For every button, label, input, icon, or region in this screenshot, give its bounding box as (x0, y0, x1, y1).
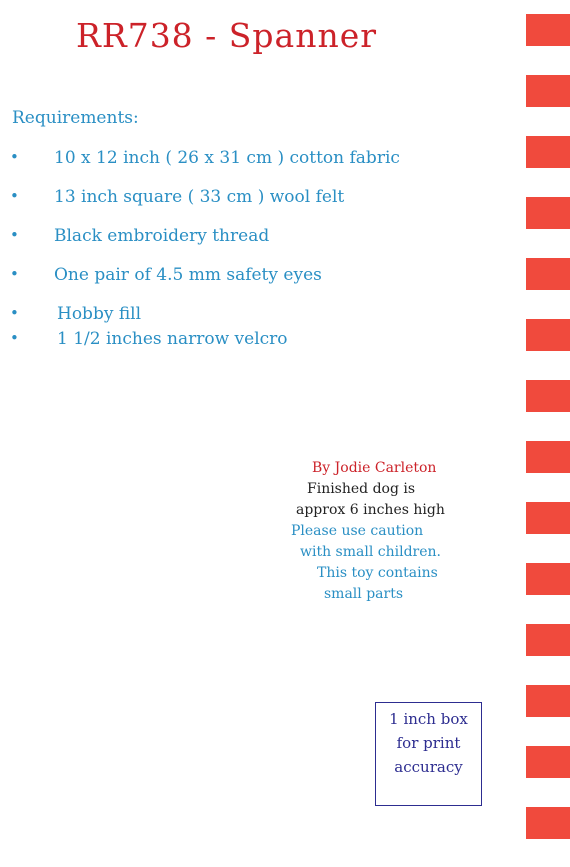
requirement-text: 13 inch square ( 33 cm ) wool felt (54, 187, 345, 207)
caution-note: small parts (324, 586, 404, 602)
stripe (526, 502, 570, 534)
caution-note: This toy contains (317, 565, 438, 581)
requirement-text: Black embroidery thread (54, 226, 270, 246)
caution-note: Please use caution (291, 523, 424, 539)
decorative-stripes (526, 0, 570, 867)
bullet-icon: • (10, 329, 19, 347)
bullet-icon: • (10, 304, 19, 322)
stripe (526, 624, 570, 656)
stripe (526, 563, 570, 595)
stripe (526, 380, 570, 412)
requirement-text: One pair of 4.5 mm safety eyes (54, 265, 322, 285)
requirement-text: Hobby fill (57, 304, 142, 324)
caution-note: with small children. (300, 544, 441, 560)
bullet-icon: • (10, 226, 19, 244)
stripe (526, 319, 570, 351)
stripe (526, 197, 570, 229)
finished-size-note: Finished dog is (307, 481, 416, 497)
requirement-text: 10 x 12 inch ( 26 x 31 cm ) cotton fabric (54, 148, 400, 168)
bullet-icon: • (10, 148, 19, 166)
print-accuracy-box (375, 702, 482, 806)
stripe (526, 441, 570, 473)
print-box-line: accuracy (394, 758, 463, 776)
requirement-text: 1 1/2 inches narrow velcro (57, 329, 288, 349)
bullet-icon: • (10, 187, 19, 205)
stripe (526, 75, 570, 107)
stripe (526, 685, 570, 717)
stripe (526, 258, 570, 290)
stripe (526, 807, 570, 839)
pattern-title: RR738 - Spanner (76, 16, 378, 55)
print-box-line: 1 inch box (389, 710, 468, 728)
author-credit: By Jodie Carleton (312, 460, 437, 476)
stripe (526, 14, 570, 46)
print-box-line: for print (396, 734, 461, 752)
requirements-heading: Requirements: (12, 108, 139, 128)
bullet-icon: • (10, 265, 19, 283)
stripe (526, 136, 570, 168)
finished-size-note: approx 6 inches high (296, 502, 445, 518)
stripe (526, 746, 570, 778)
